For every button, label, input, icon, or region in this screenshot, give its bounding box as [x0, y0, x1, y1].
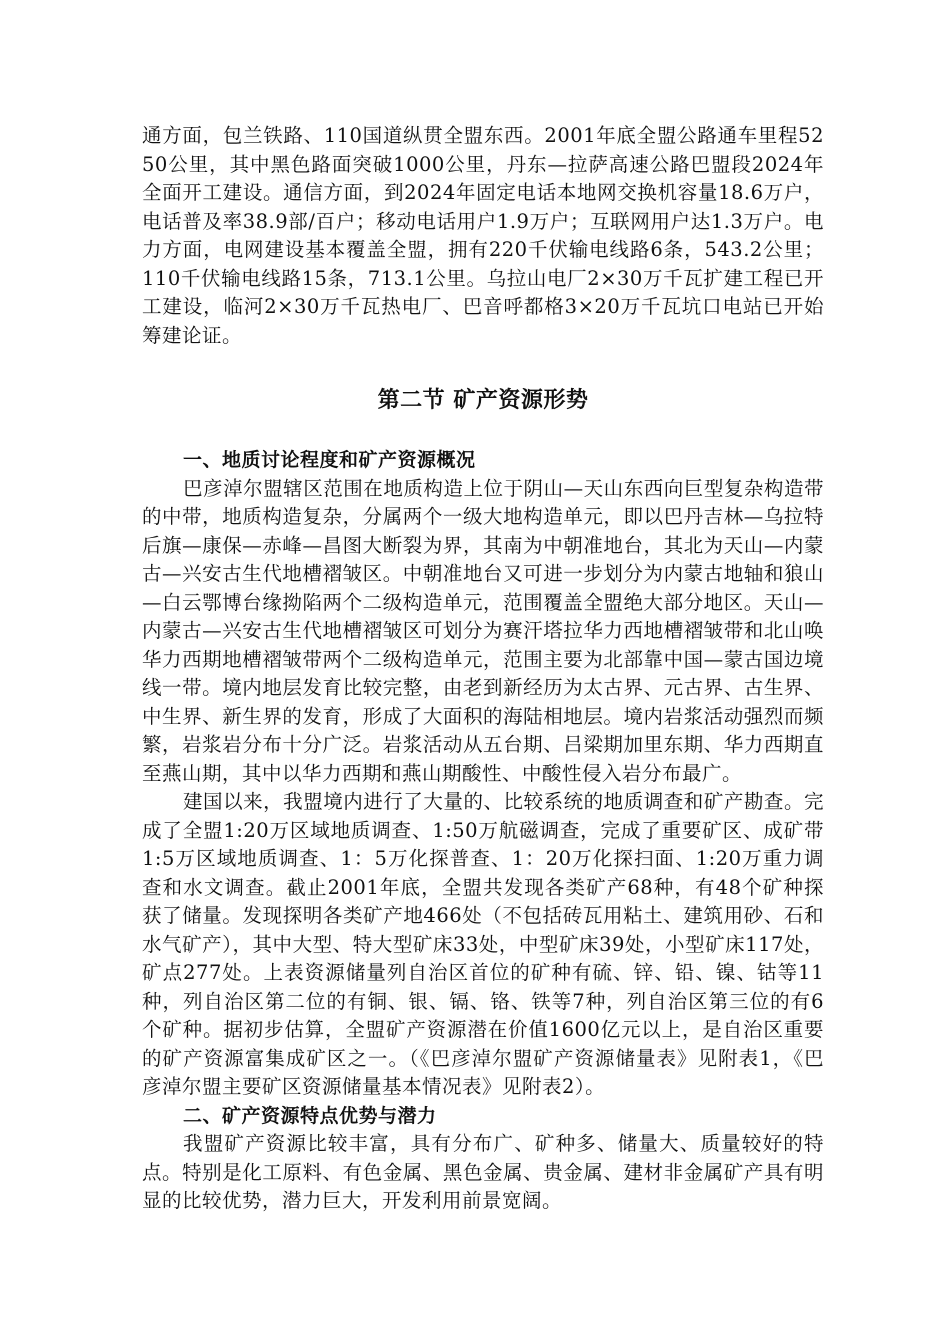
- paragraph-resource-features: 我盟矿产资源比较丰富，具有分布广、矿种多、储量大、质量较好的特点。特别是化工原料、有色金属、黑色金属、贵金属、建材非金属矿产具有明显的比较优势，潜力巨大，开发利用前景宽阔。: [142, 1132, 824, 1212]
- paragraph-geological-structure: 巴彦淖尔盟辖区范围在地质构造上位于阴山—天山东西向巨型复杂构造带的中带，地质构造复杂，分属两个一级大地构造单元，即以巴丹吉林—乌拉特后旗—康保—赤峰—昌图大断裂为界，其南为中朝准地台，其北为天山—内蒙古—兴安古生代地槽褶皱区。中朝准地台又可进一步划分为内蒙古地轴和狼山—白云鄂博台缘拗陷两个二级构造单元，范围覆盖全盟绝大部分地区。天山—内蒙古—兴安古生代地槽褶皱区可划分为赛汗塔拉华力西地槽褶皱带和北山唤华力西期地槽褶皱带两个二级构造单元，范围主要为北部靠中国—蒙古国边境线一带。境内地层发育比较完整，由老到新经历为太古界、元古界、古生界、中生界、新生界的发育，形成了大面积的海陆相地层。境内岩浆活动强烈而频繁，岩浆岩分布十分广泛。岩浆活动从五台期、吕梁期加里东期、华力西期直至燕山期，其中以华力西期和燕山期酸性、中酸性侵入岩分布最广。: [142, 476, 824, 785]
- subsection-geology: [142, 446, 824, 1102]
- section-title: 第二节 矿产资源形势: [377, 388, 589, 413]
- paragraph-exploration-history: 建国以来，我盟境内进行了大量的、比较系统的地质调查和矿产勘查。完成了全盟1:20万区域地质调查、1:50万航磁调查，完成了重要矿区、成矿带1:5万区域地质调查、1：5万化探普查、1：20万化探扫面、1:20万重力调查和水文调查。截止2001年底，全盟共发现各类矿产68种，有48个矿种探获了储量。发现探明各类矿产地466处（不包括砖瓦用粘土、建筑用砂、石和水气矿产），其中大型、特大型矿床33处，中型矿床39处，小型矿床117处，矿点277处。上表资源储量列自治区首位的矿种有硫、锌、铅、镍、钴等11种，列自治区第二位的有铜、银、镉、铬、铁等7种，列自治区第三位的有6个矿种。据初步估算，全盟矿产资源潜在价值1600亿元以上，是自治区重要的矿产资源富集成矿区之一。（《巴彦淖尔盟矿产资源储量表》见附表1，《巴彦淖尔盟主要矿区资源储量基本情况表》见附表2）。: [142, 790, 824, 1098]
- subsection-heading: 一、地质讨论程度和矿产资源概况: [183, 449, 476, 471]
- intro-paragraph: 通方面，包兰铁路、110国道纵贯全盟东西。2001年底全盟公路通车里程5250公里，其中黑色路面突破1000公里，丹东—拉萨高速公路巴盟段2024年全面开工建设。通信方面，到2024年固定电话本地网交换机容量18.6万户，电话普及率38.9部/百户；移动电话用户1.9万户；互联网用户达1.3万户。电力方面，电网建设基本覆盖全盟，拥有220千伏输电线路6条，543.2公里；110千伏输电线路15条，713.1公里。乌拉山电厂2×30万千瓦扩建工程已开工建设，临河2×30万千瓦热电厂、巴音呼都格3×20万千瓦坑口电站已开始筹建论证。: [142, 124, 824, 347]
- subsection-advantages: [142, 1102, 824, 1216]
- subsection-heading: 二、矿产资源特点优势与潜力: [183, 1104, 437, 1127]
- document-body: [142, 122, 824, 1216]
